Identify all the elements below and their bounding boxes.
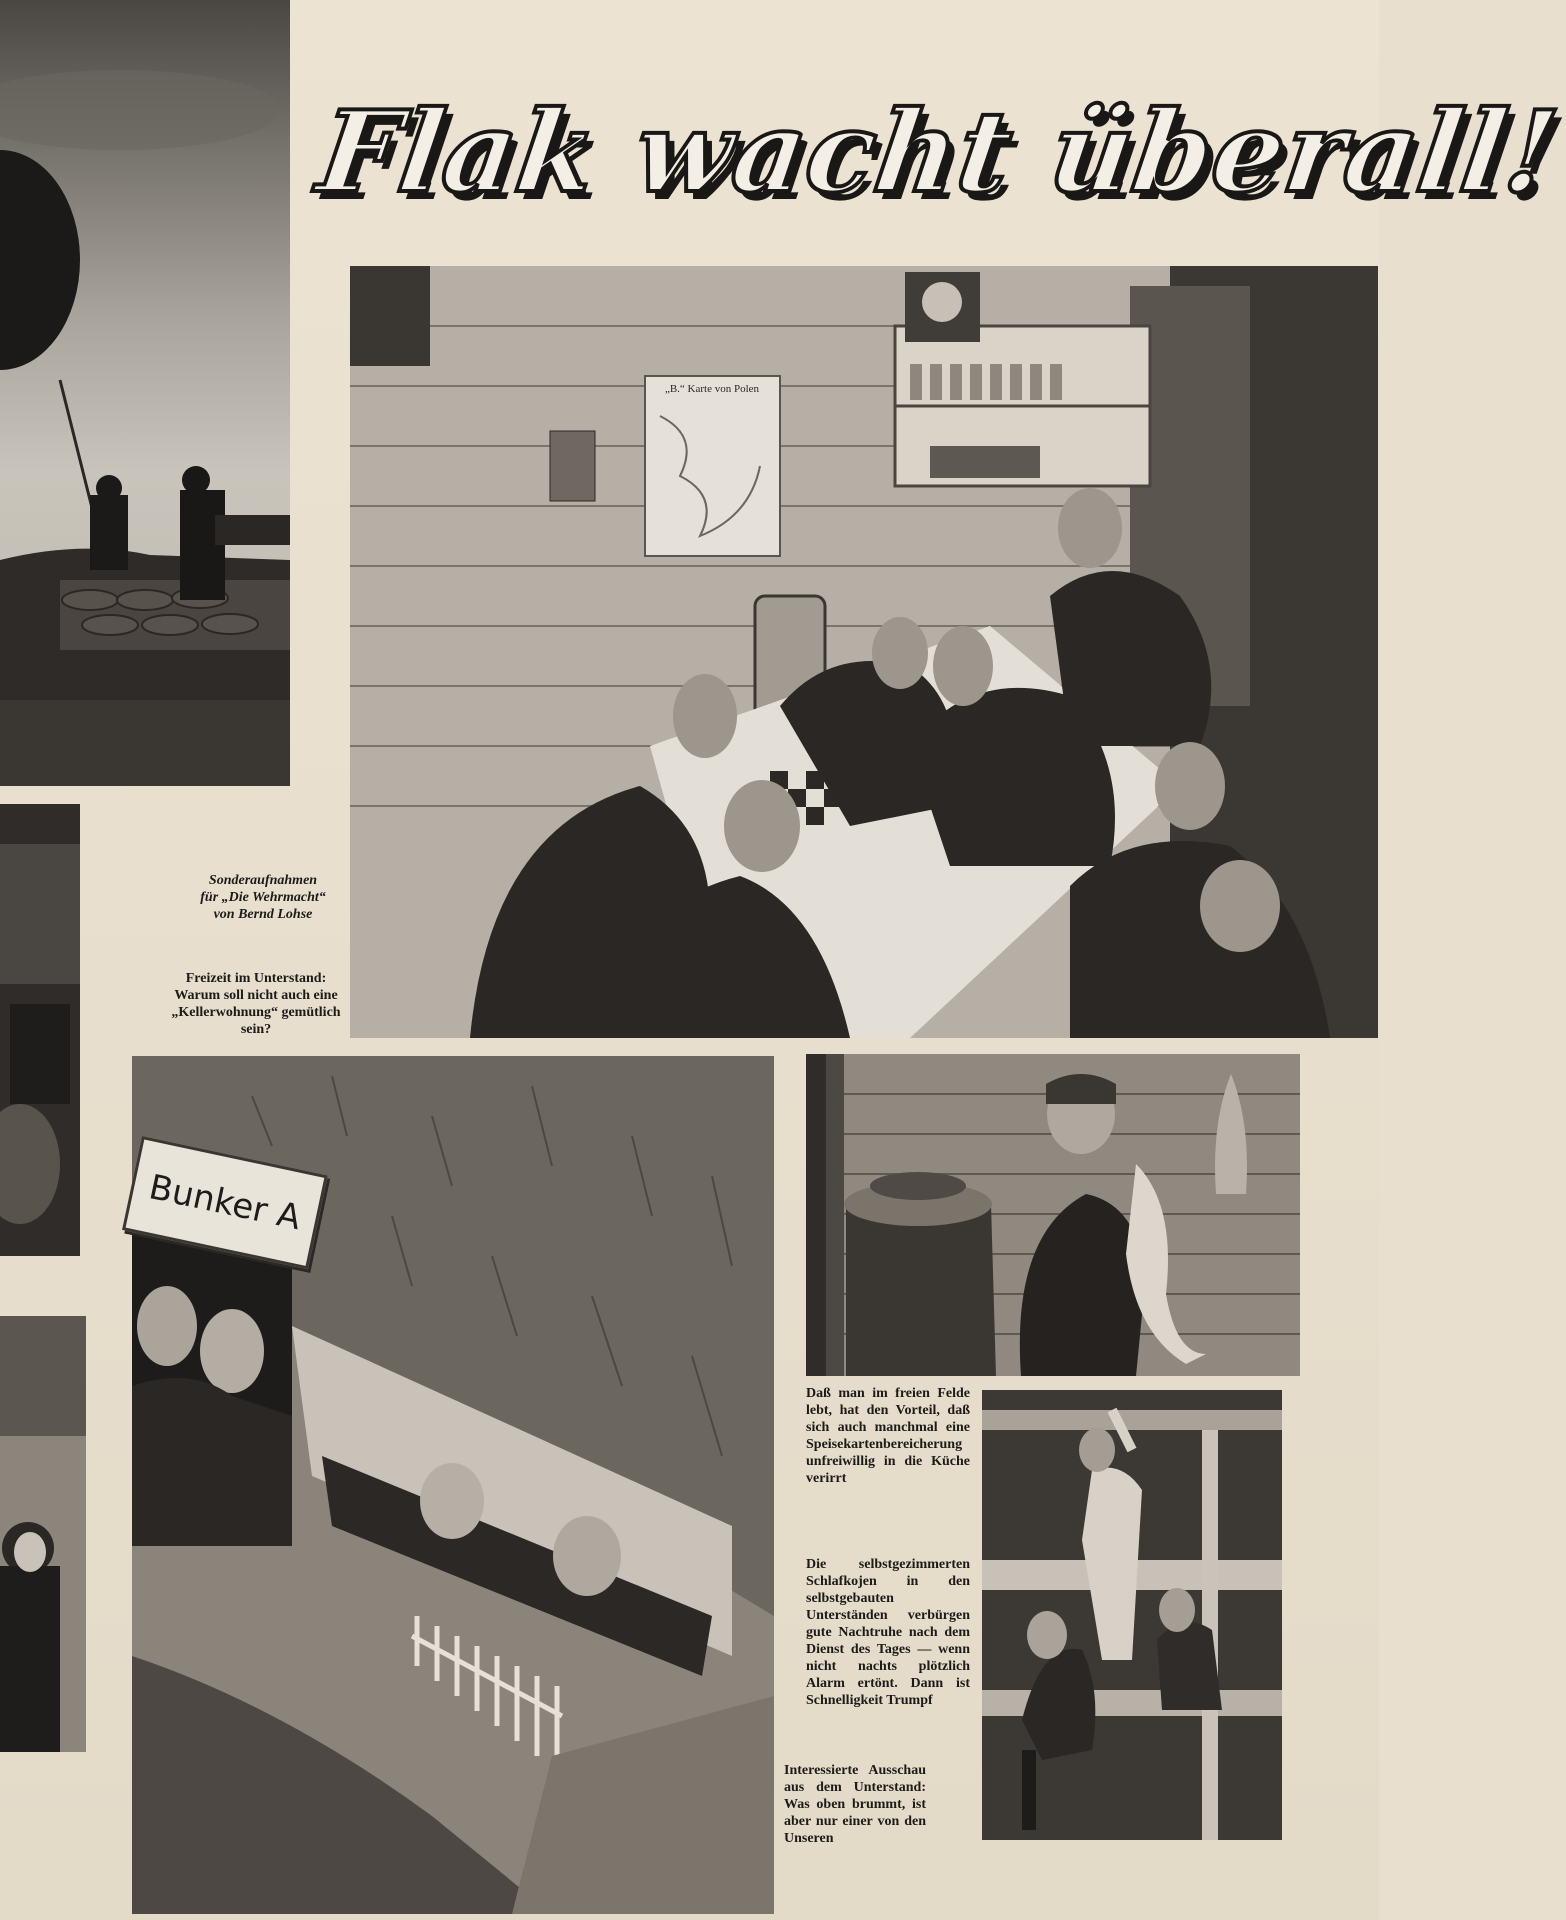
caption-bunks-text: Die selbstgezimmerten Schlafkojen in den selbstgebauten Unterständen verbürgen gute Nachtruhe nach dem Dienst des Tages — wenn nicht nachts plötzlich Alarm ertönt. Dann ist Schnelligkeit Trumpf xyxy=(806,1557,970,1708)
photo-card-game xyxy=(350,266,1378,1038)
caption-kitchen xyxy=(806,1385,970,1487)
headline-text: Flak wacht überall! xyxy=(310,87,1566,218)
bunker-sign-text: Bunker A xyxy=(145,1167,305,1239)
caption-lookout-text: Interessierte Ausschau aus dem Unterstand: Was oben brummt, ist aber nur einer von den Unseren xyxy=(784,1763,926,1846)
caption-leisure-text: Freizeit im Unterstand: Warum soll nicht auch eine „Kellerwohnung“ gemütlich sein? xyxy=(171,971,341,1037)
photo-left-strip-middle xyxy=(0,804,80,1256)
credit-line-3: von Bernd Lohse xyxy=(213,907,313,922)
photo-kitchen xyxy=(806,1054,1300,1376)
credit-line-1: Sonderaufnahmen xyxy=(208,873,318,888)
photo-credit xyxy=(188,872,338,923)
caption-leisure xyxy=(164,970,348,1038)
map-label: „B.“ Karte von Polen xyxy=(664,383,760,395)
caption-bunks xyxy=(806,1556,970,1709)
photo-bunks xyxy=(982,1390,1282,1840)
headline xyxy=(310,60,1566,245)
caption-lookout xyxy=(784,1762,926,1847)
caption-kitchen-text: Daß man im freien Felde lebt, hat den Vorteil, daß sich auch manchmal eine Speisekartenbereicherung unfreiwillig in die Küche verirrt xyxy=(806,1386,970,1486)
photo-left-strip-bottom xyxy=(0,1316,86,1752)
credit-line-2: für „Die Wehrmacht“ xyxy=(200,890,326,905)
photo-soldiers-sandbags xyxy=(0,0,290,786)
